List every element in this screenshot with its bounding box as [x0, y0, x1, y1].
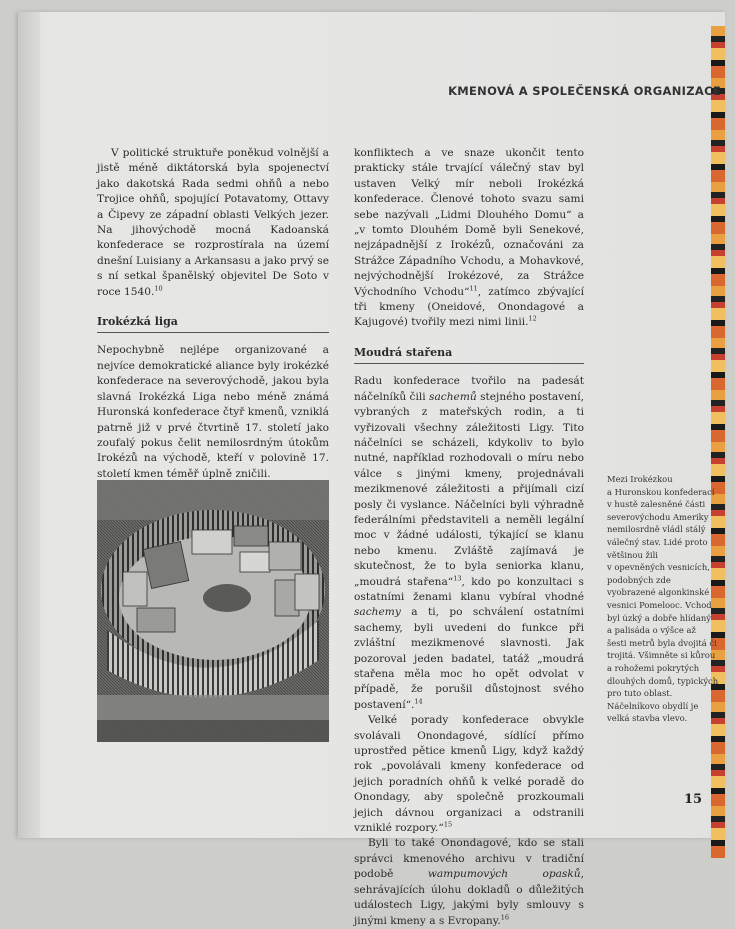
paragraph: Radu konfederace tvořilo na padesát náčelníků čili sachemů stejného postavení, vybraných z mateřských rodin, a ti vyřizovali všechny záležitosti Ligy. Tito náčelníci se scházeli, kdykoliv to bylo nutné, například rozhodovali o míru nebo válce s jinými kmeny, projednávali mezikmenové záležitosti a přijímali cizí posly či vyslance. Náčelníci byli výhradně federálními představiteli a neměli legální moc v žádné události, týkající se klanu nebo kmenu. Zvláště zajímavá je skutečnost, že to byla seniorka klanu, „moudrá stařena“$^{13}$, kdo po konzultaci s ostatními ženami klanu vybíral vhodné sachemy a ti, po schválení ostatními sachemy, byli uvedeni do funkce při zvláštní mezikmenové slavnosti. Jak pozoroval jeden badatel, tatáž „moudrá stařena měla moc ho opět odvolat v případě, že porušil důstojnost svého postavení“.$^{14}$	[354, 375, 585, 711]
paragraph: Nepochybně nejlépe organizované a nejvíce demokratické aliance byly irokézké konfederace na severovýchodě, jakou byla slavná Irokézká Liga nebo méně známá Huronská konfederace čtyř kmenů, vzniklá patrně již v prvé čtvrtině 17. století jako zoufalý pokus čelit nemilosrdným útokům Irokézů na východě, kteří v polovině 17. století kmen téměř úplně zničili.	[97, 344, 329, 480]
section-heading: Irokézká liga	[97, 314, 329, 333]
decorative-edge-strip	[711, 26, 725, 858]
text-column-left	[97, 146, 329, 528]
palisade-village-drawing	[97, 480, 329, 742]
page-number: 15	[684, 792, 703, 807]
figure-caption: Mezi Irokézkou a Huronskou konfederací v hustě zalesněné části severovýchodu Ameriky nemilosrdně vládl stálý válečný stav. Lidé proto většinou žili v opevněných vesnicích, podobných zde vyobrazené algonkinské vesnici Pomelooc. Vchod byl úzký a dobře hlídaný a palisáda o výšce až šesti metrů byla dvojitá či trojitá. Všimněte si kůrou a rohožemi pokrytých dlouhých domů, typických pro tuto oblast. Náčelníkovo obydlí je velká stavba vlevo.	[607, 474, 719, 724]
paragraph: V politické struktuře poněkud volnější a jistě méně diktátorská byla spojenectví jako dakotská Rada sedmi ohňů a nebo Trojice ohňů, spojující Potavatomy, Ottavy a Čipevy ze západní oblasti Velkých jezer. Na jihovýchodě mocná Kadoanská konfederace se rozprostírala na území dnešní Luisiany a Arkansasu a jako prvý se s ní setkal španělský objevitel De Soto v roce 1540.10	[97, 147, 329, 298]
footnote-ref: 13	[453, 574, 462, 583]
footnote-ref: 16	[500, 912, 509, 921]
paragraph: Velké porady konfederace obvykle svolávali Onondagové, sídlící přímo uprostřed pětice kmenů Ligy, když každý rok „povolávali kmeny konfederace od jejich poradních ohňů k velké poradě do Onondagy, aby společně prozkoumali jejich dávnou organizaci a odstranili vzniklé rozpory.“$^{15}$	[354, 714, 584, 835]
text-column-right	[354, 146, 584, 929]
central-fire-dance	[203, 584, 251, 612]
footnote-ref: 12	[528, 314, 537, 323]
paragraph: konfliktech a ve snaze ukončit tento prakticky stále trvající válečný stav byl ustaven Velký mír neboli Irokézká konfederace. Členové tohoto svazu sami sebe nazývali „Lidmi Dlouhého Domu“ a „v tomto Dlouhém Domě byli Senekové, nejzápadnější z Irokézů, označováni za Strážce Západního Vchodu, a Mohavkové, nejvýchodnější Irokézové, za Strážce Východního Vchodu“$^{11}$, zatímco zbývající tři kmeny (Oneidové, Onondagové a Kajugové) tvořily mezi nimi linii.$^{12}$	[354, 147, 584, 329]
footnote-ref: 11	[469, 284, 478, 293]
footnote-ref: 15	[443, 820, 453, 829]
village-engraving-illustration	[97, 480, 329, 742]
footnote-ref: 14	[414, 697, 423, 706]
section-heading: Moudrá stařena	[354, 345, 584, 364]
footnote-ref: 10	[154, 284, 163, 293]
page-gutter	[18, 12, 40, 838]
running-head: KMENOVÁ A SPOLEČENSKÁ ORGANIZACE	[448, 84, 721, 98]
paragraph: Byli to také Onondagové, kdo se stali správci kmenového archivu v tradiční podobě wampumových opasků, sehrávajících úlohu dokladů o důležitých událostech Ligy, jakými byly smlouvy s jinými kmeny a s Evropany.$^{16}$	[354, 837, 584, 927]
